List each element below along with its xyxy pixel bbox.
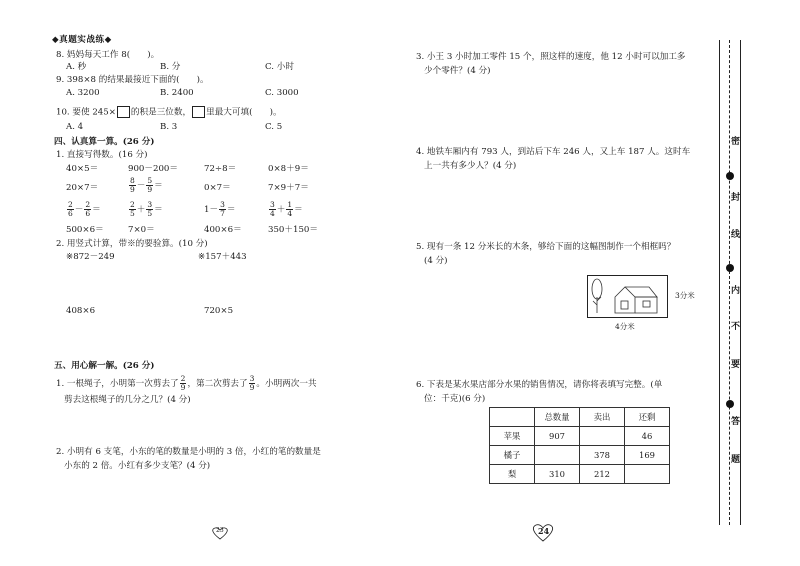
calc-item: 7×0＝ xyxy=(128,225,155,235)
calc-item: 40×5＝ xyxy=(66,164,99,174)
q10-stem-c: 里最大可填( )。 xyxy=(206,107,282,118)
section-title: ◆真题实战练◆ xyxy=(52,35,112,45)
calc-item-fraction: $\frac{3}{4}$ ＋ $\frac{1}{4}$ ＝ xyxy=(270,200,303,218)
blank-box xyxy=(117,106,130,118)
sec4-sub2: 2. 用竖式计算，带※的要验算。(10 分) xyxy=(56,239,208,249)
calc-item-fraction: $\frac{2}{5}$ ＋ $\frac{3}{5}$ ＝ xyxy=(130,200,163,218)
seal-line xyxy=(729,40,730,525)
q10-option-a: A. 4 xyxy=(66,122,84,132)
seal-dot xyxy=(726,264,734,272)
seal-char: 不 xyxy=(731,322,741,332)
q9-option-a: A. 3200 xyxy=(66,88,100,98)
calc-item: 0×8＋9＝ xyxy=(268,164,309,174)
seal-char: 内 xyxy=(731,286,741,296)
problem6-line2: 位：千克)(6 分) xyxy=(424,394,486,404)
table-cell xyxy=(625,465,670,484)
problem3-line2: 少个零件？(4 分) xyxy=(424,66,491,76)
q8-option-b: B. 分 xyxy=(160,62,181,72)
table-cell: 907 xyxy=(535,427,580,446)
problem3-line1: 3. 小王 3 小时加工零件 15 个，照这样的速度，他 12 小时可以加工多 xyxy=(416,52,686,62)
vertical-calc: 720×5 xyxy=(204,306,234,316)
calc-item-fraction: $\frac{2}{6}$ － $\frac{2}{6}$ ＝ xyxy=(68,200,101,218)
section5-title: 五、用心解一解。(26 分) xyxy=(54,361,155,371)
table-cell xyxy=(490,408,535,427)
sales-table xyxy=(489,407,670,484)
calc-item: 7×9＋7＝ xyxy=(268,183,309,193)
table-cell: 苹果 xyxy=(490,427,535,446)
seal-dot xyxy=(726,400,734,408)
calc-item: 350＋150＝ xyxy=(268,225,318,235)
seal-dot xyxy=(726,172,734,180)
q10-stem xyxy=(56,106,282,119)
frame-height-label: 3分米 xyxy=(675,291,695,300)
table-cell xyxy=(580,427,625,446)
seal-char: 题 xyxy=(731,455,741,465)
table-cell: 梨 xyxy=(490,465,535,484)
table-header-cell: 还剩 xyxy=(625,408,670,427)
calc-item: 72÷8＝ xyxy=(204,164,237,174)
seal-char: 要 xyxy=(731,360,741,370)
page-number-right: 24 xyxy=(530,522,556,544)
calc-item-fraction: 1－ $\frac{3}{7}$ ＝ xyxy=(204,200,236,218)
sec4-sub1: 1. 直接写得数。(16 分) xyxy=(56,150,148,160)
margin-line xyxy=(719,40,720,525)
frame-width-label: 4分米 xyxy=(615,322,635,331)
q10-stem-b: 的积是三位数， xyxy=(130,107,192,118)
table-cell: 169 xyxy=(625,446,670,465)
q8-option-a: A. 秒 xyxy=(66,62,87,72)
q9-stem: 9. 398×8 的结果最接近下面的( )。 xyxy=(56,75,209,85)
table-cell: 378 xyxy=(580,446,625,465)
table-row xyxy=(490,465,670,484)
table-row xyxy=(490,446,670,465)
problem1-line2: 剪去这根绳子的几分之几？(4 分) xyxy=(64,395,191,405)
calc-item-fraction: $\frac{8}{9}$ － $\frac{5}{9}$ ＝ xyxy=(130,176,163,194)
seal-char: 密 xyxy=(731,137,741,147)
picture-frame-figure xyxy=(587,275,697,337)
vertical-calc: 408×6 xyxy=(66,306,96,316)
q10-option-c: C. 5 xyxy=(265,122,283,132)
calc-item: 400×6＝ xyxy=(204,225,242,235)
seal-char: 答 xyxy=(731,417,741,427)
q10-stem-a: 10. 要使 245× xyxy=(56,107,116,118)
section4-title: 四、认真算一算。(26 分) xyxy=(54,137,155,147)
q8-option-c: C. 小时 xyxy=(265,62,294,72)
table-cell: 橘子 xyxy=(490,446,535,465)
problem2-line1: 2. 小明有 6 支笔，小东的笔的数量是小明的 3 倍，小红的笔的数量是 xyxy=(56,447,321,457)
calc-item: 900－200＝ xyxy=(128,164,178,174)
problem5-line1: 5. 现有一条 12 分米长的木条，够给下面的这幅图制作一个相框吗？ xyxy=(416,242,676,252)
page-number-left: 23 xyxy=(210,526,230,542)
calc-item: 0×7＝ xyxy=(204,183,231,193)
q8-stem: 8. 妈妈每天工作 8( )。 xyxy=(56,50,160,60)
vertical-calc: ※157＋443 xyxy=(198,252,247,262)
table-cell: 212 xyxy=(580,465,625,484)
q9-option-c: C. 3000 xyxy=(265,88,299,98)
table-cell: 46 xyxy=(625,427,670,446)
problem4-line1: 4. 地铁车厢内有 793 人，到站后下车 246 人，又上车 187 人。这时车 xyxy=(416,147,691,157)
table-cell xyxy=(535,446,580,465)
problem2-line2: 小东的 2 倍。小红有多少支笔？(4 分) xyxy=(64,461,211,471)
problem6-line1: 6. 下表是某水果店部分水果的销售情况，请你将表填写完整。(单 xyxy=(416,380,663,390)
problem1-line1: 1. 一根绳子，小明第一次剪去了 $\frac{2}{9}$ ，第二次剪去了 $\frac{3}{9}$ 。小明两次一共 xyxy=(56,374,317,392)
vertical-calc: ※872－249 xyxy=(66,252,115,262)
q10-option-b: B. 3 xyxy=(160,122,178,132)
q9-option-b: B. 2400 xyxy=(160,88,194,98)
table-row xyxy=(490,427,670,446)
calc-item: 20×7＝ xyxy=(66,183,99,193)
table-header-cell: 总数量 xyxy=(535,408,580,427)
table-header-row xyxy=(490,408,670,427)
margin-line xyxy=(740,40,741,525)
problem4-line2: 上一共有多少人？(4 分) xyxy=(424,161,517,171)
table-cell: 310 xyxy=(535,465,580,484)
seal-char: 封 xyxy=(731,193,741,203)
seal-char: 线 xyxy=(731,230,741,240)
problem5-line2: (4 分) xyxy=(424,256,448,266)
blank-box xyxy=(192,106,205,118)
calc-item: 500×6＝ xyxy=(66,225,104,235)
table-header-cell: 卖出 xyxy=(580,408,625,427)
